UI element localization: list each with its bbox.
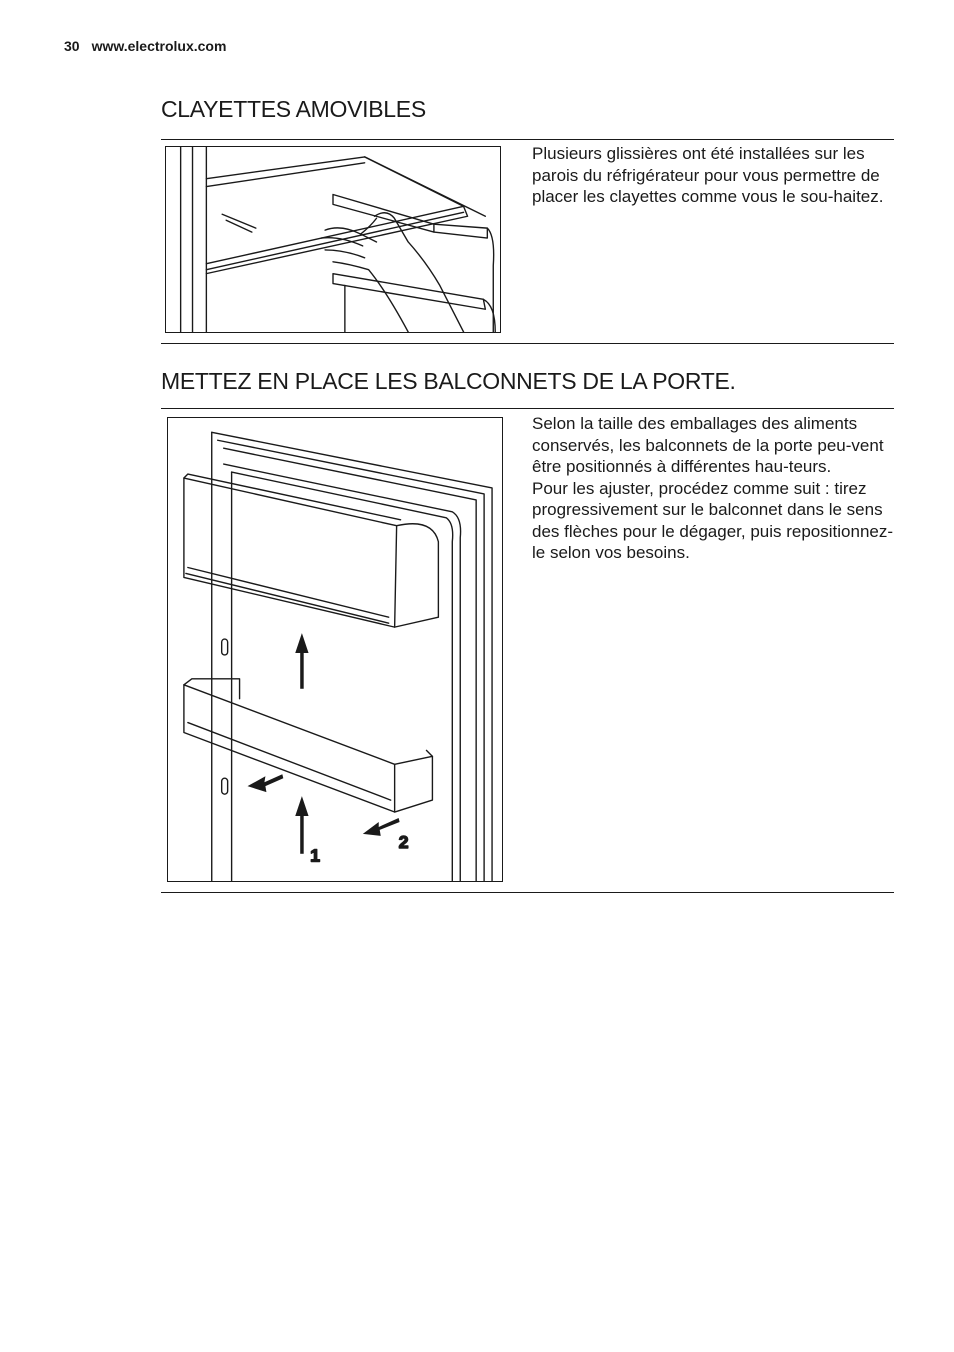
section-rule-top bbox=[161, 139, 894, 140]
section-rule-bottom-2 bbox=[161, 892, 894, 893]
section-title-removable-shelves: CLAYETTES AMOVIBLES bbox=[161, 96, 426, 122]
page-number: 30 bbox=[64, 38, 80, 54]
page-header bbox=[64, 38, 226, 54]
shelves-text: Plusieurs glissières ont été installées sur les parois du réfrigérateur pour vous permettre de placer les clayettes comme vous le sou-haitez. bbox=[532, 144, 884, 206]
balconies-text-1: Selon la taille des emballages des aliments conservés, les balconnets de la porte peu-vent être positionnés à différentes hau-teurs. bbox=[532, 414, 884, 476]
callout-2: 2 bbox=[398, 831, 409, 852]
section-rule-top-2 bbox=[161, 408, 894, 409]
shelf-illustration bbox=[165, 146, 501, 333]
shelves-description bbox=[532, 143, 894, 208]
section-rule-bottom bbox=[161, 343, 894, 344]
callout-1: 1 bbox=[310, 845, 321, 866]
website-url: www.electrolux.com bbox=[91, 38, 227, 54]
balconies-description bbox=[532, 413, 894, 564]
balconies-text-2: Pour les ajuster, procédez comme suit : tirez progressivement sur le balconnet dans le sens des flèches pour le dégager, puis repositionnez-le selon vos besoins. bbox=[532, 478, 894, 562]
section-title-door-balconies: METTEZ EN PLACE LES BALCONNETS DE LA PORTE. bbox=[161, 368, 736, 394]
door-balcony-illustration bbox=[167, 417, 503, 882]
